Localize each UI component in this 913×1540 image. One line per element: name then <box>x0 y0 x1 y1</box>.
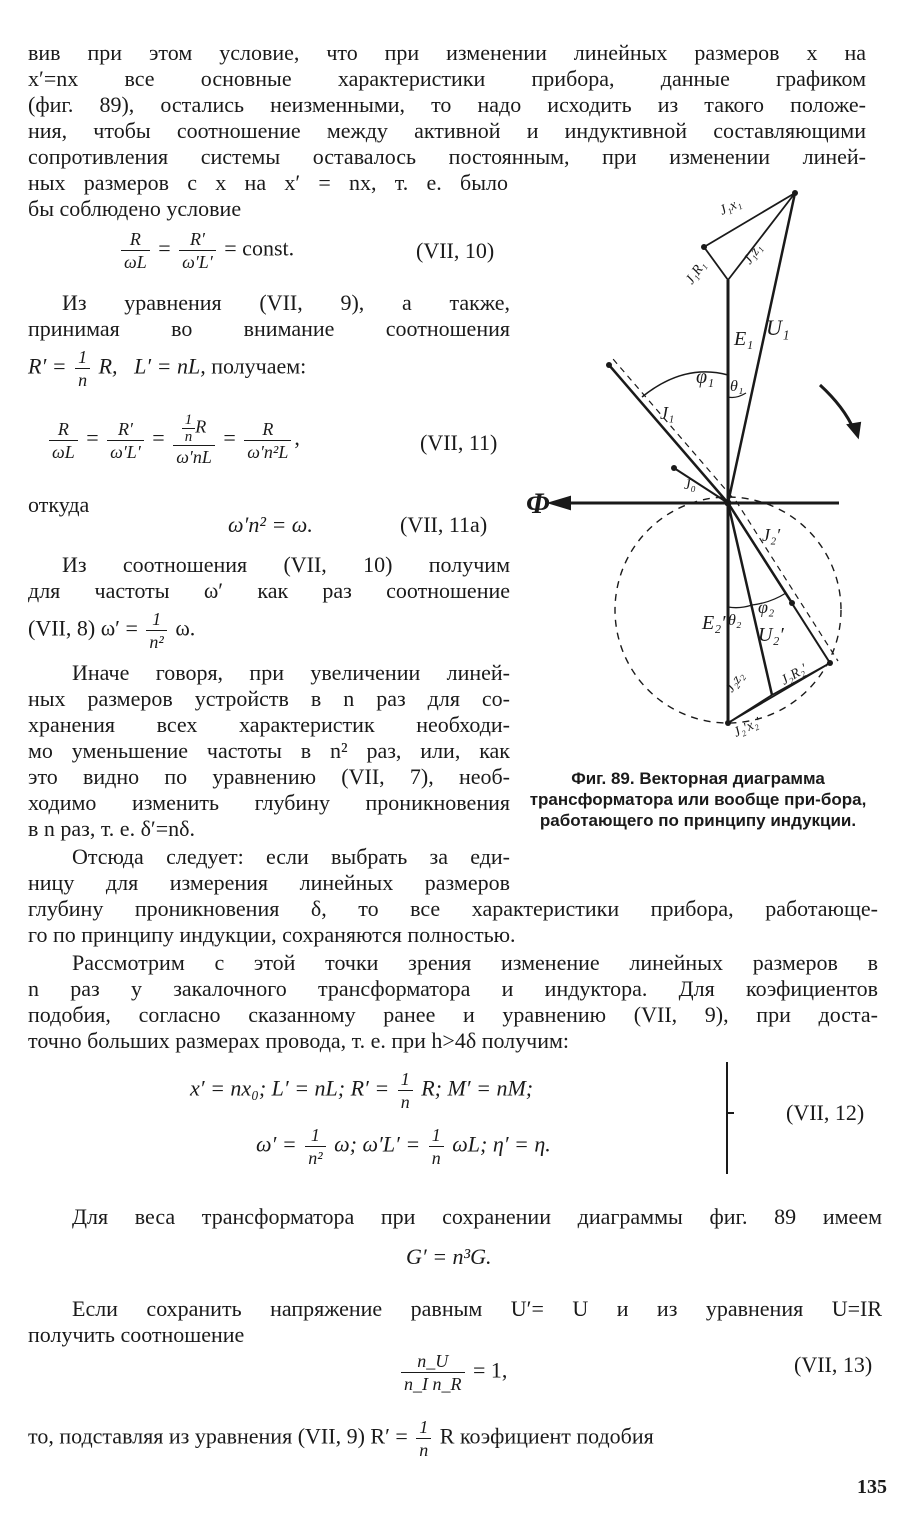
text-line: Если сохранить напряжение равным U′= U и из уравнения U=IR <box>72 1296 882 1321</box>
text-line: n раз у закалочного трансформатора и индуктора. Для коэфициентов <box>28 976 878 1001</box>
text-line: сопротивления системы оставалось постоянным, при изменении линей- <box>28 144 866 169</box>
text-line: Для веса трансформатора при сохранении диаграммы фиг. 89 имеем <box>72 1204 882 1229</box>
text-line: точно больших размерах провода, т. е. при h>4δ получим: <box>28 1028 570 1053</box>
text-line: (фиг. 89), остались неизменными, то надо исходить из такого положе- <box>28 92 866 117</box>
label-j1x1: J₁x₁ <box>717 195 744 219</box>
text-line: мо уменьшение частоты в n² раз, или, как <box>28 738 510 763</box>
text-line: ницу для измерения линейных размеров <box>28 870 510 895</box>
text-line: го по принципу индукции, сохраняются полностью. <box>28 922 516 947</box>
equation-vii-11a: ω′n² = ω. <box>228 512 313 537</box>
label-phi2: φ₂ <box>758 597 775 617</box>
figure-caption: Фиг. 89. Векторная диаграмма трансформатора или вообще при-бора, работающего по принципу индукции. <box>529 769 867 830</box>
figure-dots <box>606 190 833 726</box>
phi-axis-label: Φ <box>526 487 550 520</box>
text-line: бы соблюдено условие <box>28 196 242 221</box>
vector-diagram-figure <box>514 185 886 745</box>
equation-label: (VII, 11a) <box>400 512 488 537</box>
equation-vii-12-row2: ω′ = $\frac{1}{\text{n²}}$ ω; ω′L′ = $\frac{1}{n}$ ωL; η′ = η. <box>256 1125 551 1168</box>
label-j2p: J₂′ <box>762 525 781 545</box>
label-e2p: E₂′ <box>702 612 726 634</box>
equation-label: (VII, 12) <box>786 1100 865 1125</box>
rotation-arrowhead <box>848 423 860 437</box>
equation-vii-13: $\frac{n\_U}{\text{n\_I n\_R}}$ = 1, <box>398 1350 507 1395</box>
text-line: получить соотношение <box>28 1322 245 1347</box>
text-line: то, подставляя из уравнения (VII, 9) R′ = $\frac{1}{n}$ R коэфициент подобия <box>28 1417 654 1460</box>
text-line: в n раз, т. е. δ′=nδ. <box>28 816 196 841</box>
page-number: 135 <box>857 1476 887 1498</box>
label-j2z2: J₂z₂ <box>722 669 748 696</box>
label-j1r1: J₁R₁ <box>682 258 710 288</box>
label-j1: J₁ <box>660 403 675 423</box>
text-line: ных размеров с x на x′ = nx, т. е. было <box>28 170 508 195</box>
equation-vii-12-row1: x′ = nx₀; L′ = nL; R′ = $\frac{1}{n}$ R; M′ = nM; <box>190 1069 534 1112</box>
equation-label: (VII, 10) <box>416 238 495 263</box>
text-line: это видно по уравнению (VII, 7), необ- <box>28 764 510 789</box>
equation-vii-11: $\frac{R}{\omega L}$ = $\frac{R'}{\omega'L'}$ = $\frac{1}{n}$ R ω′nL = $\frac{R}{\text{ω′n²L}}$ , <box>46 412 300 468</box>
text-line: (VII, 8) ω′ = $\frac{1}{\text{n²}}$ ω. <box>28 609 196 652</box>
text-line: вив при этом условие, что при изменении линейных размеров x на <box>28 40 866 65</box>
equation-weight: G′ = n³G. <box>406 1244 492 1269</box>
text-line: Из соотношения (VII, 10) получим <box>62 552 510 577</box>
rotation-arrow <box>820 385 854 430</box>
equation-label: (VII, 11) <box>420 430 498 455</box>
text-line: ных размеров устройств в n раз для со- <box>28 686 510 711</box>
text-line: принимая во внимание соотношения <box>28 316 510 341</box>
equation-vii-10: $\frac{R}{\omega L}$ = $\frac{R'}{\omega'L'}$ = const. <box>118 228 294 273</box>
j2-dashed <box>736 501 838 661</box>
text-line: подобия, согласно сказанному ранее и уравнению (VII, 9), при доста- <box>28 1002 878 1027</box>
label-theta2: θ₂ <box>728 612 742 629</box>
label-j2r2: J₂R₂′ <box>778 661 810 689</box>
label-e1: E₁ <box>734 328 754 350</box>
phi1-arc <box>642 372 728 397</box>
theta2-arc <box>728 605 752 608</box>
j1-dashed <box>613 359 732 497</box>
phi-arrow <box>550 497 570 509</box>
equation-brace <box>714 1062 728 1174</box>
text-line: Отсюда следует: если выбрать за еди- <box>72 844 510 869</box>
text-line: R′ = $\frac{1}{n}$ R, L′ = nL, получаем: <box>28 347 307 390</box>
label-u1: U₁ <box>766 315 790 340</box>
text-line: Рассмотрим с этой точки зрения изменение линейных размеров в <box>72 950 878 975</box>
text-line: для частоты ω′ как раз соотношение <box>28 578 510 603</box>
label-theta1: θ₁ <box>730 378 744 395</box>
label-j1z1: J₁z₁ <box>740 241 766 268</box>
text-line: ния, чтобы соотношение между активной и индуктивной составляющими <box>28 118 866 143</box>
text-line: Иначе говоря, при увеличении линей- <box>72 660 510 685</box>
text-line: Из уравнения (VII, 9), а также, <box>62 290 510 315</box>
label-phi1: φ₁ <box>696 366 715 388</box>
text-line: ходимо изменить глубину проникновения <box>28 790 510 815</box>
label-j2x2: J₂′x₂′ <box>731 715 764 741</box>
text-line: глубину проникновения δ, то все характеристики прибора, работающе- <box>28 896 878 921</box>
label-j0: J₀ <box>684 477 696 493</box>
label-u2p: U₂′ <box>758 624 784 646</box>
text-line: откуда <box>28 492 90 517</box>
equation-label: (VII, 13) <box>794 1352 873 1377</box>
text-line: x′=nx все основные характеристики прибора, данные графиком <box>28 66 866 91</box>
text-line: хранения всех характеристик необходи- <box>28 712 510 737</box>
